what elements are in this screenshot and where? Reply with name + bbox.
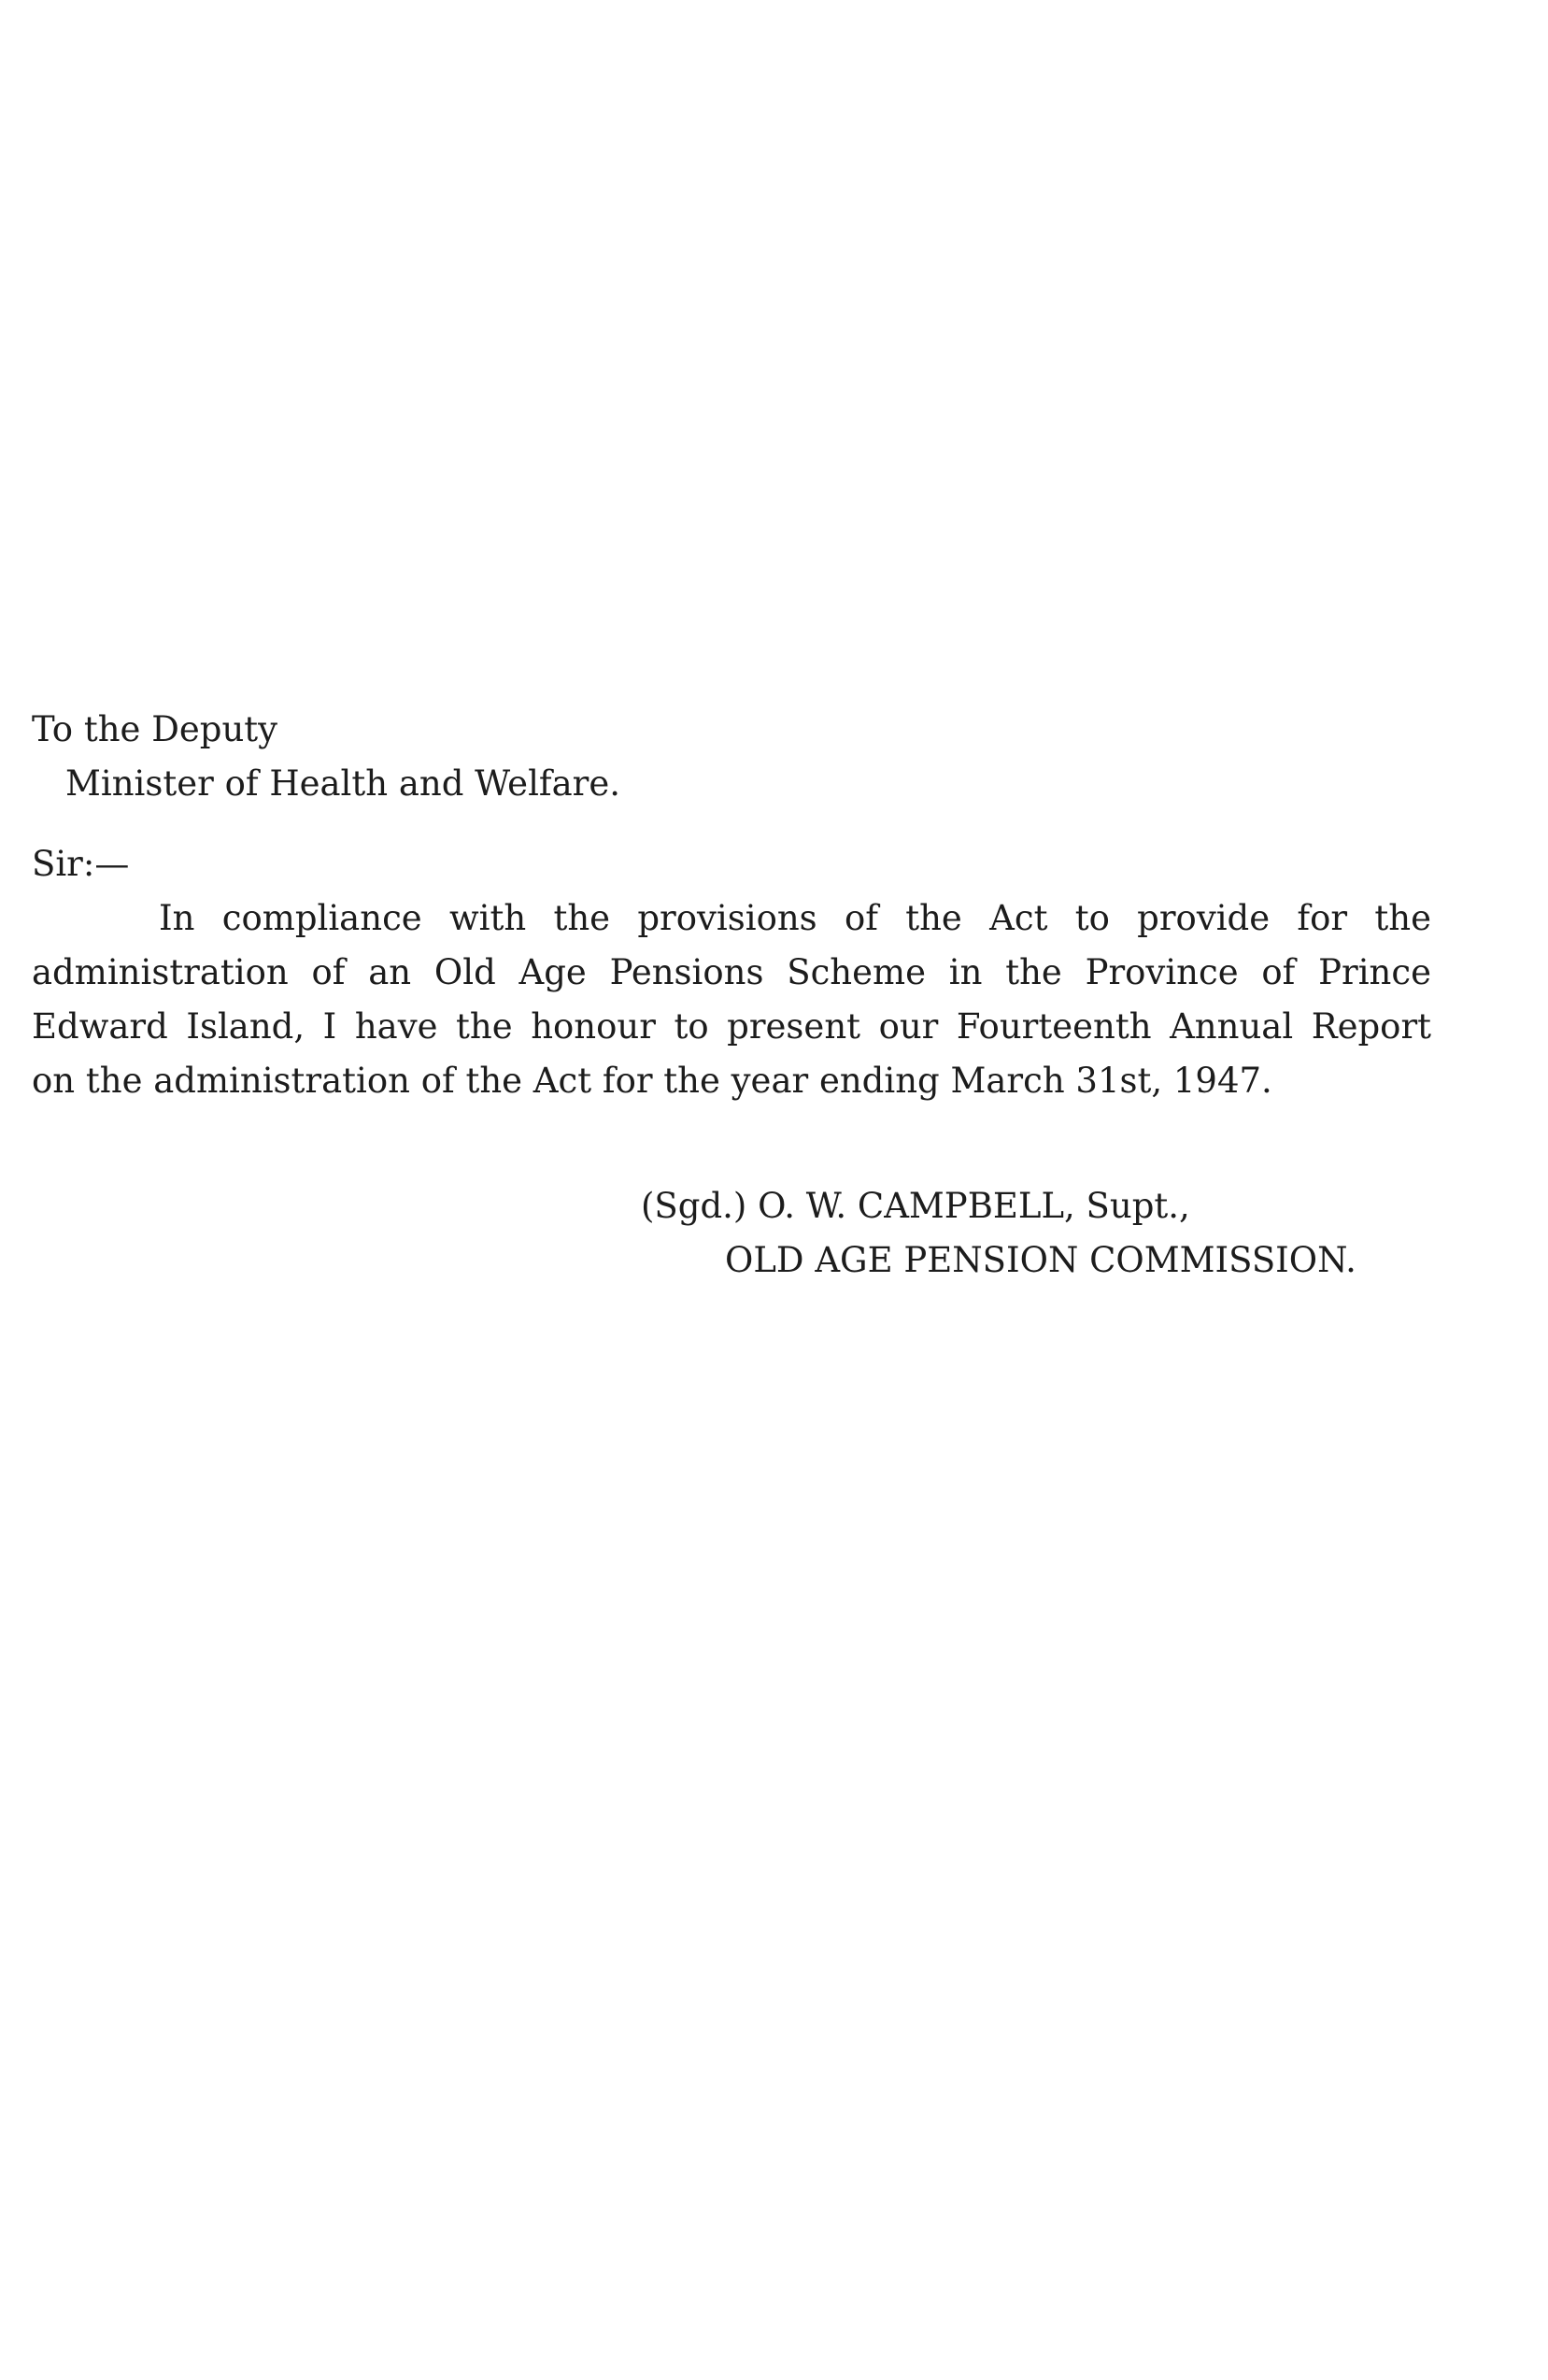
address-line-2: Minister of Health and Welfare.: [65, 763, 621, 804]
signature-line-1: (Sgd.) O. W. CAMPBELL, Supt.,: [641, 1186, 1190, 1226]
signature-block: [641, 1179, 1356, 1288]
salutation: Sir:—: [32, 844, 130, 884]
signature-line-2: OLD AGE PENSION COMMISSION.: [725, 1240, 1356, 1280]
address-line-1: To the Deputy: [32, 709, 278, 749]
body-paragraph: [32, 891, 1431, 1108]
letter-body: [32, 703, 1433, 1108]
body-line-1: In compliance with the provisions of the Act to provide for the: [159, 898, 1431, 938]
body-line-2: administration of an Old Age Pensions Scheme in the Province of Prince: [32, 952, 1431, 992]
body-line-4: on the administration of the Act for the year ending March 31st, 1947.: [32, 1061, 1272, 1101]
body-line-3: Edward Island, I have the honour to present our Fourteenth Annual Report: [32, 1006, 1431, 1047]
